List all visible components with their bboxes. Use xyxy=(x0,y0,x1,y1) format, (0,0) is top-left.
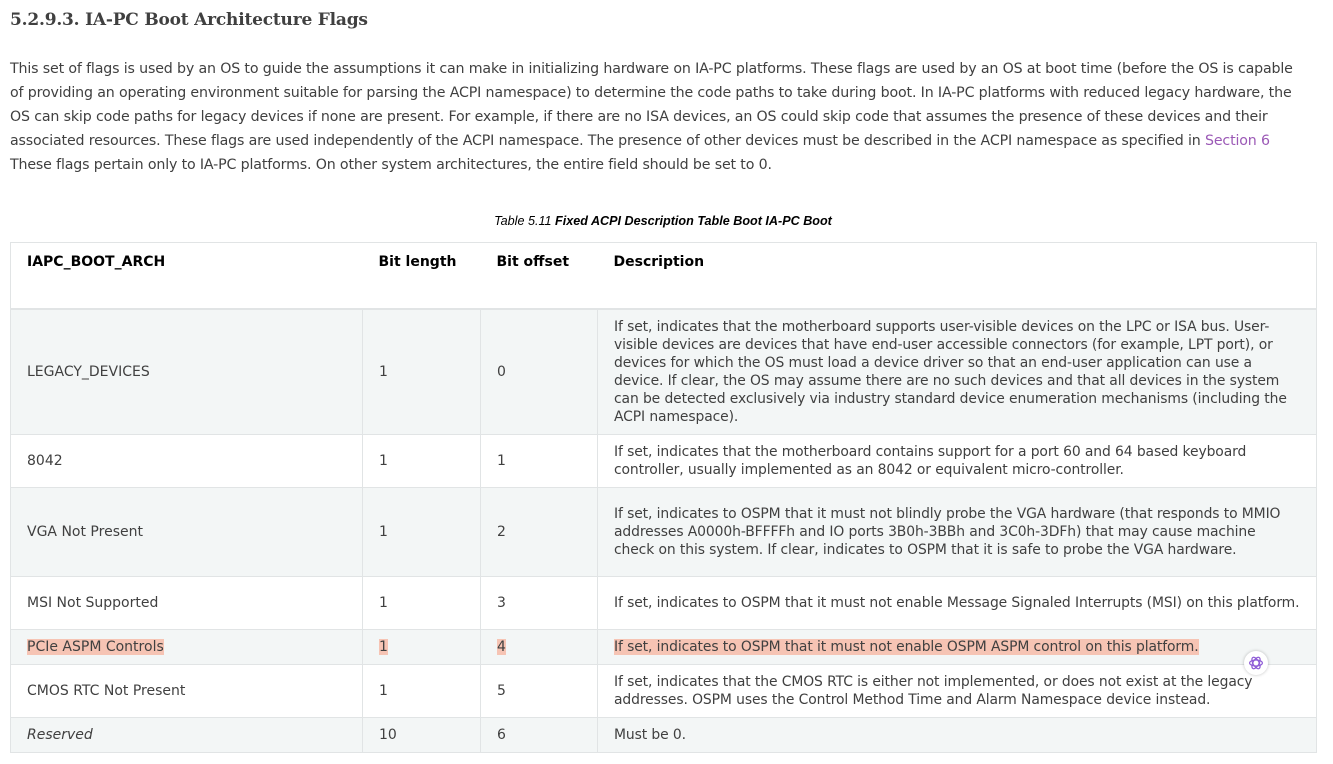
table-caption-number: Table 5.11 xyxy=(494,214,556,228)
openai-logo-glyph xyxy=(1247,654,1265,672)
flag-name: PCIe ASPM Controls xyxy=(27,639,164,655)
flag-bit-offset: 2 xyxy=(481,488,598,577)
flag-bit-offset: 4 xyxy=(497,639,506,655)
section-paragraph xyxy=(10,57,1310,177)
flag-name: LEGACY_DEVICES xyxy=(11,309,363,435)
flag-bit-length: 10 xyxy=(363,718,481,753)
table-header-row xyxy=(11,243,1317,309)
header-iapc-boot-arch: IAPC_BOOT_ARCH xyxy=(11,243,363,309)
flag-name: MSI Not Supported xyxy=(11,577,363,630)
table-row-highlighted xyxy=(11,630,1317,665)
table-row xyxy=(11,577,1317,630)
flag-bit-offset: 1 xyxy=(481,435,598,488)
section-heading: 5.2.9.3. IA-PC Boot Architecture Flags xyxy=(10,10,368,30)
openai-logo-icon[interactable] xyxy=(1244,651,1268,675)
flag-bit-offset-cell xyxy=(481,630,598,665)
paragraph-text: This set of flags is used by an OS to guide the assumptions it can make in initializing hardware on IA-PC platforms. These flags are used by an OS at boot time (before the OS is capable of providing an operating environment suitable for parsing the ACPI namespace) to determine the code paths to take during boot. In IA-PC platforms with reduced legacy hardware, the OS can skip code paths for legacy devices if none are present. For example, if there are no ISA devices, an OS could skip code that assumes the presence of these devices and their associated resources. These flags are used independently of the ACPI namespace. The presence of other devices must be described in the ACPI namespace as specified in xyxy=(10,61,1293,149)
table-caption-title: Fixed ACPI Description Table Boot IA-PC Boot xyxy=(555,214,832,228)
flag-bit-offset: 6 xyxy=(481,718,598,753)
flag-bit-offset: 0 xyxy=(481,309,598,435)
flag-description: If set, indicates to OSPM that it must not blindly probe the VGA hardware (that responds to MMIO addresses A0000h-BFFFFh and IO ports 3B0h-3BBh and 3C0h-3DFh) that may cause machine check on this system. If clear, indicates to OSPM that it is safe to probe the VGA hardware. xyxy=(598,488,1317,577)
table-row xyxy=(11,718,1317,753)
flag-bit-length: 1 xyxy=(363,665,481,718)
table-row xyxy=(11,665,1317,718)
table-row xyxy=(11,488,1317,577)
flag-name-cell xyxy=(11,718,363,753)
flag-name-cell xyxy=(11,630,363,665)
flag-description: If set, indicates to OSPM that it must not enable OSPM ASPM control on this platform. xyxy=(614,639,1199,655)
flag-description: If set, indicates that the CMOS RTC is either not implemented, or does not exist at the legacy addresses. OSPM uses the Control Method Time and Alarm Namespace device instead. xyxy=(598,665,1317,718)
header-bit-offset: Bit offset xyxy=(481,243,598,309)
boot-flags-table xyxy=(10,242,1317,753)
flag-name: CMOS RTC Not Present xyxy=(11,665,363,718)
flag-description-cell xyxy=(598,630,1317,665)
flag-description: If set, indicates to OSPM that it must not enable Message Signaled Interrupts (MSI) on this platform. xyxy=(598,577,1317,630)
flag-description: If set, indicates that the motherboard contains support for a port 60 and 64 based keyboard controller, usually implemented as an 8042 or equivalent micro-controller. xyxy=(598,435,1317,488)
table-row xyxy=(11,309,1317,435)
flag-name: 8042 xyxy=(11,435,363,488)
flag-name: Reserved xyxy=(27,727,93,743)
header-bit-length: Bit length xyxy=(363,243,481,309)
flag-bit-offset: 5 xyxy=(481,665,598,718)
flag-description: If set, indicates that the motherboard supports user-visible devices on the LPC or ISA bus. User-visible devices are devices that have end-user accessible connectors (for example, LPT port), or devices for which the OS must load a device driver so that an end-user application can use a device. If clear, the OS may assume there are no such devices and that all devices in the system can be detected exclusively via industry standard device enumeration mechanisms (including the ACPI namespace). xyxy=(598,309,1317,435)
section-6-link[interactable]: Section 6 xyxy=(1204,133,1270,149)
flag-description: Must be 0. xyxy=(598,718,1317,753)
flag-bit-offset: 3 xyxy=(481,577,598,630)
flag-bit-length: 1 xyxy=(363,309,481,435)
paragraph-text-end: These flags pertain only to IA-PC platforms. On other system architectures, the entire field should be set to 0. xyxy=(10,157,772,173)
table-row xyxy=(11,435,1317,488)
header-description: Description xyxy=(598,243,1317,309)
flag-bit-length: 1 xyxy=(363,488,481,577)
flag-bit-length: 1 xyxy=(379,639,388,655)
table-caption xyxy=(10,212,1316,230)
flag-bit-length: 1 xyxy=(363,577,481,630)
flag-bit-length-cell xyxy=(363,630,481,665)
flag-name: VGA Not Present xyxy=(11,488,363,577)
flag-bit-length: 1 xyxy=(363,435,481,488)
